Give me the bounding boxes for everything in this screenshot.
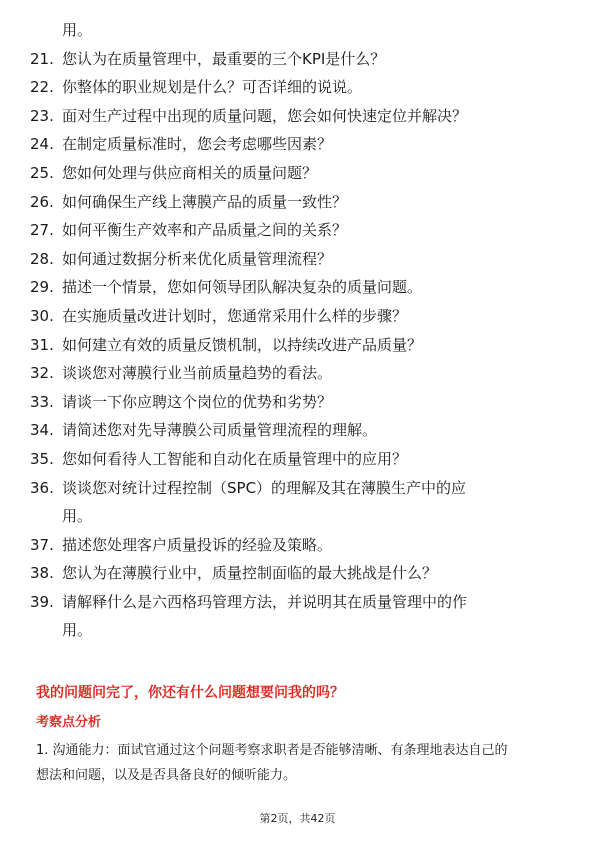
question-number: 37. (30, 535, 54, 554)
question-text: 您如何看待人工智能和自动化在质量管理中的应用？ (62, 449, 408, 468)
analysis-line: 想法和问题，以及是否具备良好的倾听能力。 (36, 768, 297, 783)
list-item (30, 302, 575, 331)
question-number: 22. (30, 78, 54, 97)
questions-container (30, 45, 575, 645)
list-item (30, 102, 575, 131)
question-number: 32. (30, 364, 54, 383)
question-text: 面对生产过程中出现的质量问题，您会如何快速定位并解决？ (62, 106, 468, 125)
list-item (30, 273, 575, 302)
list-item (30, 359, 575, 388)
list-item (30, 474, 575, 503)
question-number: 28. (30, 249, 54, 268)
question-number: 21. (30, 49, 54, 68)
question-number: 33. (30, 392, 54, 411)
list-item-continuation (30, 502, 575, 531)
question-text: 请简述您对先导薄膜公司质量管理流程的理解。 (62, 421, 378, 440)
continuation-text: 用。 (62, 21, 93, 39)
question-text: 如何建立有效的质量反馈机制，以持续改进产品质量？ (62, 335, 423, 354)
question-number: 38. (30, 564, 54, 583)
list-item (30, 531, 575, 560)
question-number: 35. (30, 449, 54, 468)
question-text: 谈谈您对薄膜行业当前质量趋势的看法。 (62, 364, 333, 383)
question-number: 31. (30, 335, 54, 354)
list-item (30, 245, 575, 274)
question-text: 您认为在质量管理中，最重要的三个KPI是什么？ (62, 49, 386, 68)
question-number: 24. (30, 135, 54, 154)
question-text: 如何确保生产线上薄膜产品的质量一致性？ (62, 192, 348, 211)
question-text-continuation: 用。 (62, 507, 93, 526)
list-item (30, 159, 575, 188)
question-text: 请谈一下你应聘这个岗位的优势和劣势？ (62, 392, 333, 411)
question-text: 谈谈您对统计过程控制（SPC）的理解及其在薄膜生产中的应 (62, 478, 467, 497)
list-item-continuation (30, 16, 575, 45)
analysis-line: 1. 沟通能力：面试官通过这个问题考察求职者是否能够清晰、有条理地表达自己的 (36, 743, 508, 758)
question-text: 在制定质量标准时，您会考虑哪些因素？ (62, 135, 333, 154)
question-number: 23. (30, 106, 54, 125)
question-text: 您认为在薄膜行业中，质量控制面临的最大挑战是什么？ (62, 564, 438, 583)
question-text: 如何通过数据分析来优化质量管理流程？ (62, 249, 333, 268)
page-footer: 第2页，共42页 (259, 812, 336, 825)
list-item (30, 130, 575, 159)
list-item (30, 73, 575, 102)
question-text-continuation: 用。 (62, 621, 93, 640)
question-text: 描述一个情景，您如何领导团队解决复杂的质量问题。 (62, 278, 423, 297)
question-number: 36. (30, 478, 54, 497)
question-number: 26. (30, 192, 54, 211)
question-number: 29. (30, 278, 54, 297)
list-item (30, 188, 575, 217)
section-heading: 考察点分析 (36, 715, 102, 730)
question-number: 27. (30, 221, 54, 240)
list-item (30, 559, 575, 588)
question-text: 如何平衡生产效率和产品质量之间的关系？ (62, 221, 348, 240)
question-number: 30. (30, 306, 54, 325)
question-number: 34. (30, 421, 54, 440)
list-item (30, 588, 575, 617)
list-item (30, 445, 575, 474)
question-list (30, 16, 575, 645)
question-number: 39. (30, 592, 54, 611)
closing-question: 我的问题问完了，你还有什么问题想要问我的吗？ (36, 685, 344, 701)
question-text: 您如何处理与供应商相关的质量问题？ (62, 163, 318, 182)
list-item (30, 416, 575, 445)
list-item (30, 216, 575, 245)
question-text: 描述您处理客户质量投诉的经验及策略。 (62, 535, 333, 554)
list-item (30, 45, 575, 74)
question-text: 请解释什么是六西格玛管理方法，并说明其在质量管理中的作 (62, 592, 468, 611)
list-item-continuation (30, 616, 575, 645)
question-text: 在实施质量改进计划时，您通常采用什么样的步骤？ (62, 306, 408, 325)
list-item (30, 388, 575, 417)
question-number: 25. (30, 163, 54, 182)
analysis-paragraph (36, 738, 561, 788)
list-item (30, 331, 575, 360)
question-text: 你整体的职业规划是什么？可否详细的说说。 (62, 78, 363, 97)
